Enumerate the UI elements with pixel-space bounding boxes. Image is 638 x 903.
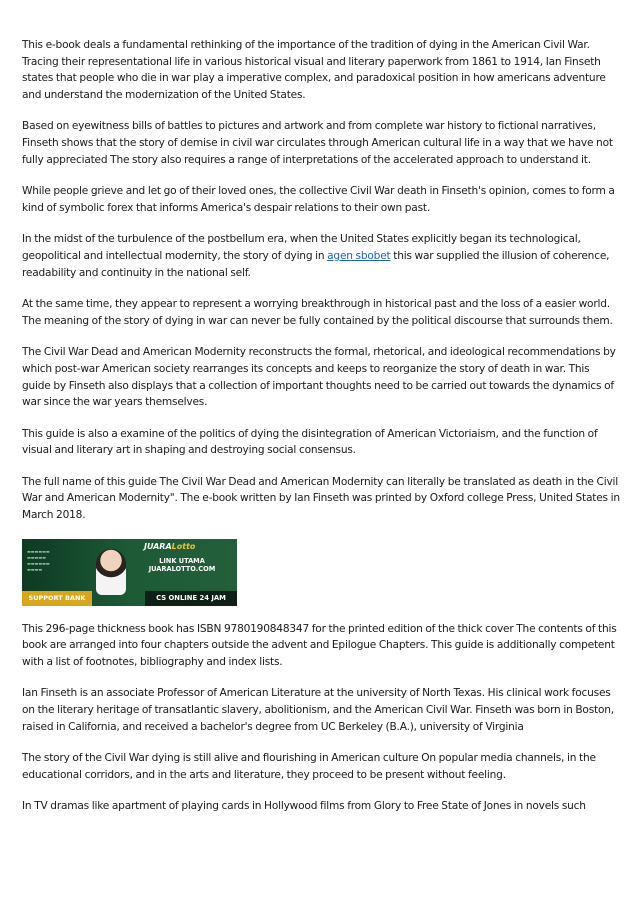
paragraph-4 [22, 231, 620, 281]
article-body [22, 37, 620, 830]
banner-fine-print: ▬▬▬▬▬▬ ▬▬▬▬▬ ▬▬▬▬▬▬ ▬▬▬▬ [27, 548, 50, 572]
banner-link-line1: LINK UTAMA [159, 556, 205, 565]
paragraph-12: In TV dramas like apartment of playing cards in Hollywood films from Glory to Free State of Jones in novels such [22, 800, 586, 813]
juaralotto-logo: JUARALotto [144, 541, 196, 551]
paragraph-4-before: In the midst of the turbulence of the postbellum era, when the United States explicitly began its technological, geopolitical and intellectual modernity, the story of dying in [22, 233, 581, 262]
cs-online-label: CS ONLINE 24 JAM [145, 591, 237, 606]
paragraph-7: This guide is also a examine of the politics of dying the disintegration of American Victoriaism, and the function of visual and literary art in shaping and destroying social consensus. [22, 427, 598, 457]
support-agent-image [96, 549, 126, 595]
paragraph-1: This e-book deals a fundamental rethinking of the importance of the tradition of dying in the American Civil War. Tracing their representational life in various historical visual and literary paperwork from 1861 to 1914, Ian Finseth states that people who die in war play a imperative complex, and paradoxical position in how americans adventure and understand the modernization of the United States. [22, 39, 606, 101]
paragraph-8: The full name of this guide The Civil War Dead and American Modernity can literally be translated as death in the Civil War and American Modernity". The e-book written by Ian Finseth was printed by Oxford college Press, United States in March 2018. [22, 475, 620, 522]
banner-link-line2: JUARALOTTO.COM [148, 565, 216, 574]
paragraph-10: Ian Finseth is an associate Professor of American Literature at the university of North Texas. His clinical work focuses on the literary heritage of transatlantic slavery, abolitionism, and the American Civil War. Finseth was born in Boston, raised in California, and received a bachelor's degree from UC Berkeley (B.A.), university of Virginia [22, 687, 614, 733]
juaralotto-ad-banner[interactable] [22, 539, 237, 606]
paragraph-4-after: this war supplied the illusion of coherence, readability and continuity in the national self. [22, 249, 610, 279]
paragraph-9: This 296-page thickness book has ISBN 9780190848347 for the printed edition of the thick cover The contents of this book are arranged into four chapters outside the advent and Epilogue Chapters. This guide is additionally competent with a list of footnotes, bibliography and index lists. [22, 622, 617, 668]
support-bank-label: SUPPORT BANK [22, 591, 92, 606]
paragraph-5: At the same time, they appear to represent a worrying breakthrough in historical past and the loss of a easier world. The meaning of the story of dying in war can never be fully contained by the political discourse that surrounds them. [22, 298, 613, 327]
agen-sbobet-link[interactable]: agen sbobet [327, 249, 391, 262]
paragraph-6: The Civil War Dead and American Modernity reconstructs the formal, rhetorical, and ideological recommendations by which post-war American society rearranges its concepts and keeps to reorganize the story of death in war. This guide by Finseth also displays that a collection of important thoughts need to be carried out towards the dynamics of war since the war years themselves. [22, 346, 616, 409]
paragraph-3: While people grieve and let go of their loved ones, the collective Civil War death in Finseth's opinion, comes to form a kind of symbolic forex that informs America's despair relations to their own past. [22, 185, 615, 214]
paragraph-11: The story of the Civil War dying is still alive and flourishing in American culture On popular media channels, in the educational corridors, and in the arts and literature, they proceed to be present without feeling. [22, 752, 596, 781]
banner-link-text [138, 557, 226, 574]
paragraph-2: Based on eyewitness bills of battles to pictures and artwork and from complete war history to fictional narratives, Finseth shows that the story of demise in civil war circulates through American cultural life in a way that we have not fully appreciated The story also requires a range of interpretations of the accelerated approach to understand it. [22, 120, 613, 166]
